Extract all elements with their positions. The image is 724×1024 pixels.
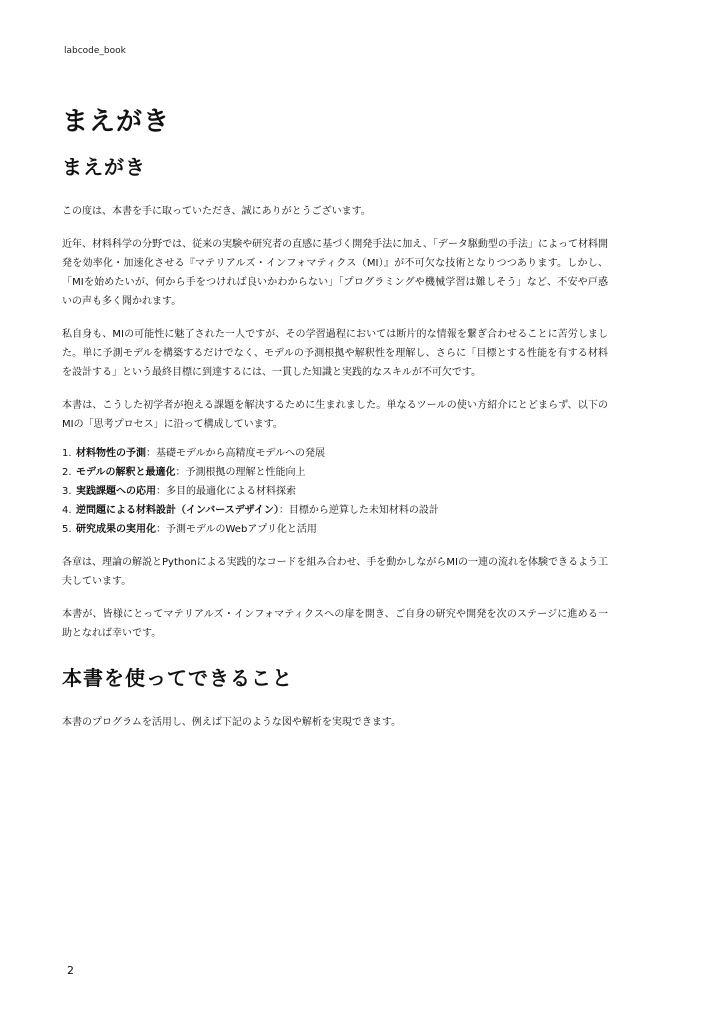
list-item <box>62 501 608 520</box>
list-item <box>62 444 608 463</box>
paragraph-closing-wish: 本書が、皆様にとってマテリアルズ・インフォマティクスへの扉を開き、ご自身の研究や開発を次のステージに進める一助となれば幸いです。 <box>62 609 608 639</box>
list-item-description: ：基礎モデルから高精度モデルへの発展 <box>146 448 325 459</box>
list-item-description: ：多目的最適化による材料探索 <box>156 486 296 497</box>
list-item <box>62 463 608 482</box>
list-item-number: 1. <box>62 448 72 459</box>
list-item <box>62 482 608 501</box>
section-title-what-you-can-do: 本書を使ってできること <box>62 666 293 690</box>
paragraph-chapter-structure: 各章は、理論の解説とPythonによる実践的なコードを組み合わせ、手を動かしながらMIの一連の流れを体験できるよう工夫しています。 <box>62 557 608 587</box>
paragraph-author-experience: 私自身も、MIの可能性に魅了された一人ですが、その学習過程においては断片的な情報を繋ぎ合わせることに苦労しました。単に予測モデルを構築するだけでなく、モデルの予測根拠や解釈性を理解し、さらに「目標とする性能を有する材料を設計する」という最終目標に到達するには、一貫した知識と実践的なスキルが不可欠です。 <box>62 329 608 378</box>
list-item-number: 2. <box>62 467 72 478</box>
paragraph-thanks: この度は、本書を手に取っていただき、誠にありがとうございます。 <box>62 206 371 217</box>
chapter-title: まえがき <box>62 107 171 137</box>
list-item-number: 3. <box>62 486 72 497</box>
list-item-keyword: 逆問題による材料設計（インバースデザイン） <box>76 505 279 516</box>
list-item-description: ：予測モデルのWebアプリ化と活用 <box>156 524 317 535</box>
running-header: labcode_book <box>64 46 126 56</box>
thinking-process-list <box>62 444 608 539</box>
list-item-keyword: 実践課題への応用 <box>76 486 156 497</box>
paragraph-examples-intro: 本書のプログラムを活用し、例えば下記のような図や解析を実現できます。 <box>62 717 402 728</box>
list-item <box>62 520 608 539</box>
list-item-number: 5. <box>62 524 72 535</box>
list-item-keyword: モデルの解釈と最適化 <box>76 467 176 478</box>
paragraph-book-purpose: 本書は、こうした初学者が抱える課題を解決するために生まれました。単なるツールの使い方紹介にとどまらず、以下のMIの「思考プロセス」に沿って構成しています。 <box>62 400 608 430</box>
list-item-number: 4. <box>62 505 72 516</box>
list-item-keyword: 材料物性の予測 <box>76 448 146 459</box>
list-item-description: ：目標から逆算した未知材料の設計 <box>278 505 439 516</box>
section-title-preface: まえがき <box>62 155 146 179</box>
list-item-description: ：予測根拠の理解と性能向上 <box>175 467 306 478</box>
paragraph-background: 近年、材料科学の分野では、従来の実験や研究者の直感に基づく開発手法に加え、「データ駆動型の手法」によって材料開発を効率化・加速化させる『マテリアルズ・インフォマティクス（MI）』が不可欠な技術となりつつあります。しかし、「MIを始めたいが、何から手をつければ良いかわからない」「プログラミングや機械学習は難しそう」など、不安や戸惑いの声も多く聞かれます。 <box>62 239 608 307</box>
page-number: 2 <box>67 964 74 977</box>
list-item-keyword: 研究成果の実用化 <box>76 524 156 535</box>
page-content <box>62 104 608 732</box>
